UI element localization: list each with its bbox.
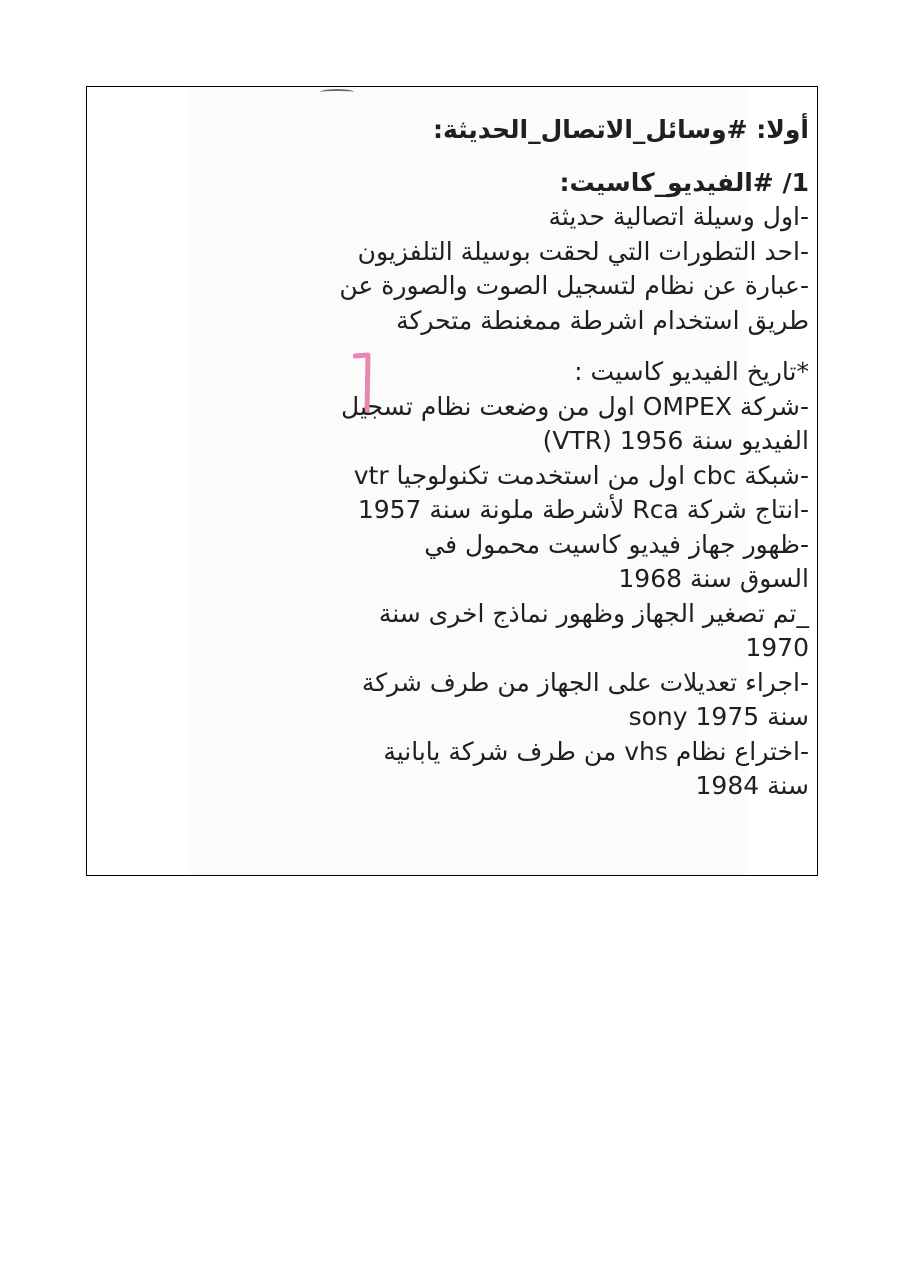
definition-line: -احد التطورات التي لحقت بوسيلة التلفزيون <box>357 236 809 266</box>
history-line: _تم تصغير الجهاز وظهور نماذج اخرى سنة <box>378 598 809 628</box>
section-heading: 1/ #الفيديو_كاسيت: <box>559 167 809 197</box>
document-title: أولا: #وسائل_الاتصال_الحديثة: <box>432 115 809 144</box>
history-line: 1970 <box>745 633 809 662</box>
scan-smudge <box>320 89 354 95</box>
history-line: سنة 1984 <box>695 771 809 800</box>
definition-line: -عبارة عن نظام لتسجيل الصوت والصورة عن <box>339 271 809 300</box>
history-line: -شركة OMPEX اول من وضعت نظام تسجيل <box>341 391 809 421</box>
definition-line: -اول وسيلة اتصالية حديثة <box>548 202 809 231</box>
history-line: -شبكة cbc اول من استخدمت تكنولوجيا vtr <box>353 460 809 490</box>
history-line: الفيديو سنة 1956 (VTR) <box>542 426 809 455</box>
definition-line: طريق استخدام اشرطة ممغنطة متحركة <box>396 305 809 335</box>
history-line: sony سنة 1975 <box>628 702 809 731</box>
spacer <box>297 338 809 355</box>
history-line: السوق سنة 1968 <box>618 564 809 593</box>
history-heading: *تاريخ الفيديو كاسيت : <box>574 357 809 386</box>
history-line: -اجراء تعديلات على الجهاز من طرف شركة <box>361 667 809 697</box>
scanned-note-image <box>187 87 809 875</box>
spacer <box>297 148 809 166</box>
note-text <box>297 113 809 804</box>
document-frame <box>86 86 818 876</box>
history-line: -انتاج شركة Rca لأشرطة ملونة سنة 1957 <box>357 495 809 524</box>
history-line: -ظهور جهاز فيديو كاسيت محمول في <box>424 529 809 559</box>
history-line: -اختراع نظام vhs من طرف شركة يابانية <box>383 736 809 766</box>
